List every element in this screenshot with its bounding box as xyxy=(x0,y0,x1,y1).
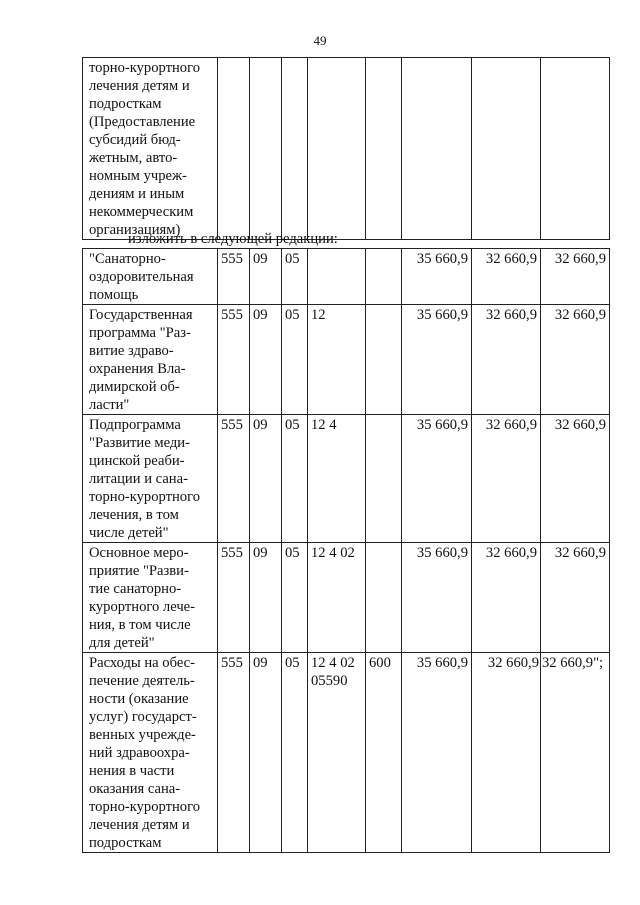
amount-year2-cell: 32 660,9 xyxy=(472,543,541,653)
name-line: венных учрежде- xyxy=(89,727,196,743)
name-line: помощь xyxy=(89,287,139,303)
page-number: 49 xyxy=(313,33,327,48)
row-name-cell xyxy=(83,58,218,240)
ved-cell: 555 xyxy=(218,305,250,415)
name-line: торно-курортного xyxy=(89,799,201,815)
name-line: печение деятель- xyxy=(89,673,195,689)
empty-cell xyxy=(282,58,308,240)
name-line: ний здравоохра- xyxy=(89,745,190,761)
csr-cell: 12 4 02 xyxy=(308,543,366,653)
name-line: охранения Вла- xyxy=(89,361,186,377)
name-line: дениям и иным xyxy=(89,186,185,202)
name-line: для детей" xyxy=(89,635,155,651)
edit-instruction: изложить в следующей редакции: xyxy=(128,231,338,247)
name-line: ности (оказание xyxy=(89,691,189,707)
table-row xyxy=(83,543,610,653)
name-line: торно-курортного xyxy=(89,489,201,505)
amount-year3-cell: 32 660,9 xyxy=(541,543,610,653)
table-row xyxy=(83,58,610,240)
name-line: оказания сана- xyxy=(89,781,181,797)
vr-cell: 600 xyxy=(366,653,402,853)
name-line: Расходы на обес- xyxy=(89,655,196,671)
name-line: "Санаторно- xyxy=(89,251,166,267)
vr-cell xyxy=(366,415,402,543)
name-line: подросткам xyxy=(89,835,162,851)
amount-year2-cell: 32 660,9 xyxy=(472,653,541,853)
amount-year3-cell: 32 660,9 xyxy=(541,249,610,305)
name-line: подросткам xyxy=(89,96,162,112)
name-line: номным учреж- xyxy=(89,168,187,184)
name-line: "Развитие меди- xyxy=(89,435,190,451)
empty-cell xyxy=(472,58,541,240)
pr-cell: 05 xyxy=(282,653,308,853)
name-line: числе детей" xyxy=(89,525,169,541)
name-line: нения в части xyxy=(89,763,175,779)
name-line: некоммерческим xyxy=(89,204,194,220)
csr-cell xyxy=(308,249,366,305)
amount-year3-cell: 32 660,9 xyxy=(541,305,610,415)
empty-cell xyxy=(250,58,282,240)
name-line: торно-курортного xyxy=(89,60,201,76)
name-line: ния, в том числе xyxy=(89,617,191,633)
empty-cell xyxy=(366,58,402,240)
rz-cell: 09 xyxy=(250,653,282,853)
csr-cell: 12 xyxy=(308,305,366,415)
amount-year3-cell: 32 660,9 xyxy=(541,415,610,543)
name-line: литации и сана- xyxy=(89,471,188,487)
name-line: Основное меро- xyxy=(89,545,189,561)
name-line: приятие "Разви- xyxy=(89,563,189,579)
name-line: тие санаторно- xyxy=(89,581,182,597)
csr-cell: 12 4 02 05590 xyxy=(308,653,366,853)
rz-cell: 09 xyxy=(250,249,282,305)
pr-cell: 05 xyxy=(282,543,308,653)
name-line: ласти" xyxy=(89,397,130,413)
name-line: программа "Раз- xyxy=(89,325,191,341)
name-line: лечения, в том xyxy=(89,507,179,523)
name-line: цинской реаби- xyxy=(89,453,185,469)
rz-cell: 09 xyxy=(250,415,282,543)
name-line: Подпрограмма xyxy=(89,417,181,433)
amount-year2-cell: 32 660,9 xyxy=(472,249,541,305)
csr-cell: 12 4 xyxy=(308,415,366,543)
row-name-cell xyxy=(83,543,218,653)
empty-cell xyxy=(308,58,366,240)
name-line: оздоровительная xyxy=(89,269,194,285)
empty-cell xyxy=(218,58,250,240)
vr-cell xyxy=(366,249,402,305)
amount-year3-cell: 32 660,9"; xyxy=(541,653,610,853)
amount-year1-cell: 35 660,9 xyxy=(402,249,472,305)
pr-cell: 05 xyxy=(282,415,308,543)
name-line: лечения детям и xyxy=(89,78,190,94)
empty-cell xyxy=(402,58,472,240)
rz-cell: 09 xyxy=(250,543,282,653)
name-line: услуг) государст- xyxy=(89,709,197,725)
name-line: Государственная xyxy=(89,307,193,323)
vr-cell xyxy=(366,543,402,653)
budget-table xyxy=(82,248,610,853)
vr-cell xyxy=(366,305,402,415)
name-line: витие здраво- xyxy=(89,343,174,359)
amount-year1-cell: 35 660,9 xyxy=(402,305,472,415)
amount-year1-cell: 35 660,9 xyxy=(402,415,472,543)
amount-year2-cell: 32 660,9 xyxy=(472,305,541,415)
row-name-cell xyxy=(83,653,218,853)
row-name-cell xyxy=(83,305,218,415)
ved-cell: 555 xyxy=(218,249,250,305)
rz-cell: 09 xyxy=(250,305,282,415)
table-row xyxy=(83,653,610,853)
name-line: лечения детям и xyxy=(89,817,190,833)
name-line: (Предоставление xyxy=(89,114,196,130)
name-line: димирской об- xyxy=(89,379,180,395)
name-line: субсидий бюд- xyxy=(89,132,181,148)
pr-cell: 05 xyxy=(282,249,308,305)
budget-table-continuation xyxy=(82,57,610,240)
amount-year1-cell: 35 660,9 xyxy=(402,653,472,853)
ved-cell: 555 xyxy=(218,543,250,653)
pr-cell: 05 xyxy=(282,305,308,415)
row-name-cell xyxy=(83,249,218,305)
ved-cell: 555 xyxy=(218,415,250,543)
table-row xyxy=(83,305,610,415)
ved-cell: 555 xyxy=(218,653,250,853)
amount-year2-cell: 32 660,9 xyxy=(472,415,541,543)
table-row xyxy=(83,249,610,305)
name-line: жетным, авто- xyxy=(89,150,178,166)
name-line: организациям) xyxy=(89,222,181,238)
row-name-cell xyxy=(83,415,218,543)
name-line: курортного лече- xyxy=(89,599,196,615)
empty-cell xyxy=(541,58,610,240)
amount-year1-cell: 35 660,9 xyxy=(402,543,472,653)
table-row xyxy=(83,415,610,543)
